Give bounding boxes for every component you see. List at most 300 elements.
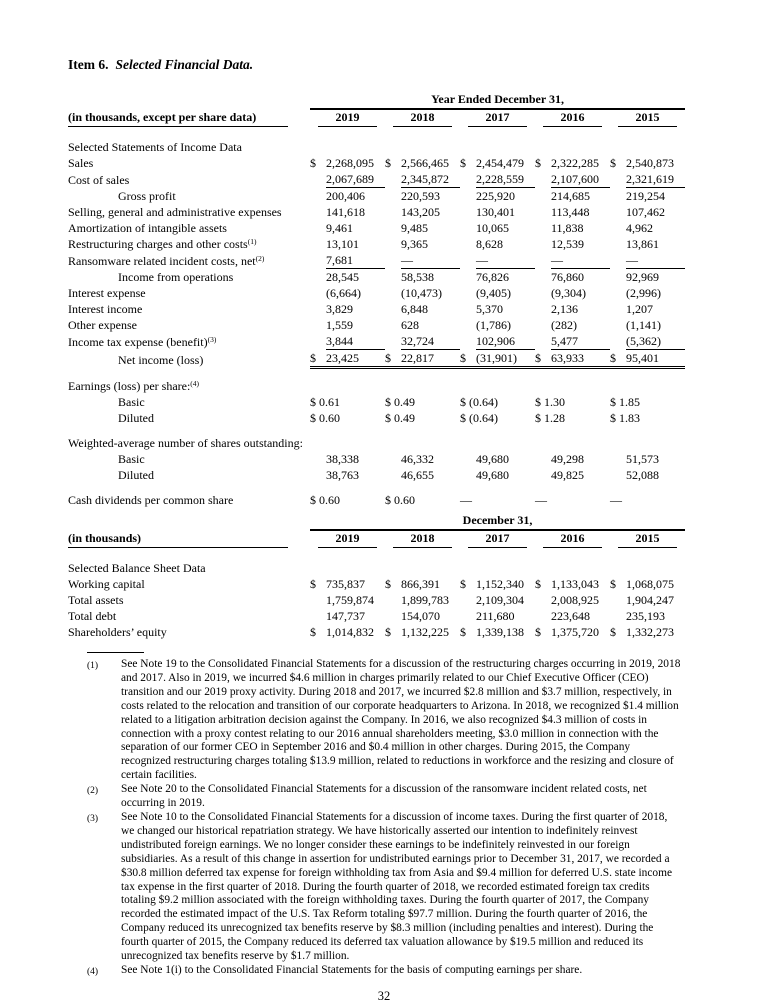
cell-value: 1,375,720 (551, 625, 599, 639)
row-label-text: Interest income (68, 302, 143, 316)
row-label-text: Basic (118, 452, 145, 466)
cell-value: (5,362) (626, 333, 685, 350)
row-label-text: Shareholders’ equity (68, 625, 167, 639)
cell-value: $ 0.61 (310, 395, 340, 409)
cell-value: 5,370 (476, 302, 503, 316)
currency-symbol (310, 171, 326, 188)
currency-symbol (310, 467, 326, 483)
currency-symbol (535, 301, 551, 317)
row-label (68, 410, 310, 426)
row-label (68, 394, 310, 410)
currency-symbol (610, 285, 626, 301)
currency-symbol: $ (385, 350, 401, 368)
currency-symbol: $ (535, 350, 551, 368)
currency-symbol (535, 592, 551, 608)
balance-sheet-table (68, 513, 685, 640)
row-label (68, 171, 310, 188)
cell-value: 58,538 (401, 270, 434, 284)
cell-value: 1,068,075 (626, 577, 674, 591)
cell-value: — (476, 252, 535, 269)
row-label (68, 435, 310, 451)
cell-value: 9,365 (401, 237, 428, 251)
row-label (68, 378, 310, 394)
table-row (68, 333, 685, 350)
cell-value: $ 1.85 (610, 395, 640, 409)
currency-symbol (460, 333, 476, 350)
footnote-marker: (1) (87, 661, 99, 671)
table-row (68, 171, 685, 188)
cell-value: $ 0.49 (385, 411, 415, 425)
currency-symbol (385, 451, 401, 467)
cell-value: 8,628 (476, 237, 503, 251)
currency-symbol (385, 269, 401, 286)
currency-symbol (610, 188, 626, 205)
cell-value: 1,152,340 (476, 577, 524, 591)
footnote-text: See Note 1(i) to the Consolidated Financial Statements for the basis of computing earnings per share. (121, 963, 583, 976)
header-spacer-cell (68, 92, 310, 110)
row-label (68, 467, 310, 483)
currency-symbol (460, 269, 476, 286)
year-column-header (610, 110, 685, 127)
spacer-cell (68, 426, 685, 435)
currency-symbol (535, 317, 551, 333)
section-row (68, 560, 685, 576)
currency-symbol (610, 220, 626, 236)
currency-symbol (535, 236, 551, 252)
row-label-text: Amortization of intangible assets (68, 221, 227, 235)
currency-symbol (535, 285, 551, 301)
cell-value: 735,837 (326, 577, 365, 591)
cell-value: 49,680 (476, 468, 509, 482)
currency-symbol (610, 171, 626, 188)
cell-value: 1,899,783 (401, 593, 449, 607)
row-label (68, 301, 310, 317)
currency-symbol (460, 252, 476, 269)
empty-cell (310, 378, 685, 394)
table-row (68, 220, 685, 236)
table-row (68, 378, 685, 394)
cell-value: (31,901) (476, 350, 535, 368)
table-row (68, 252, 685, 269)
currency-symbol (535, 188, 551, 205)
row-label-text: Selling, general and administrative expenses (68, 205, 282, 219)
row-label-text: Working capital (68, 577, 145, 591)
currency-symbol (310, 451, 326, 467)
year-column-header (535, 110, 610, 127)
currency-symbol (385, 592, 401, 608)
currency-symbol: $ (610, 625, 616, 639)
row-label-header (68, 110, 310, 127)
cell-value: 7,681 (326, 252, 385, 269)
currency-symbol (385, 188, 401, 205)
currency-symbol (385, 252, 401, 269)
row-label-text: Cost of sales (68, 172, 130, 187)
cell-value: 866,391 (401, 577, 440, 591)
cell-value: 28,545 (326, 270, 359, 284)
cell-value: 12,539 (551, 237, 584, 251)
row-label-text: Other expense (68, 318, 137, 332)
cell-value: — (551, 252, 610, 269)
cell-value: 22,817 (401, 350, 460, 368)
currency-symbol (310, 269, 326, 286)
footnote-text: See Note 10 to the Consolidated Financial Statements for a discussion of income taxes. During the first quarter of 2018, we changed our historical repatriation strategy. We have historically asserted our intention to indefinitely reinvest undistributed foreign earnings. We no longer consider these earnings to be indefinitely reinvested in our foreign subsidiaries. As a result of this change in assertion for undistributed earnings prior to December 31, 2017, we recorded a $30.8 million deferred tax expense for foreign withholding tax from Asia and $9.4 million for deferred U.S. state income tax expense in the first quarter of 2018. During the fourth quarter of 2018, we recorded estimated foreign tax credits totaling $9.2 million associated with the foreign withholding taxes. During the fourth quarter of 2017, the Company recorded the estimated impact of the U.S. Tax Reform totaling $97.7 million. During the fourth quarter of 2016, the Company reduced its unrecognized tax benefits reserve by $8.3 million (including penalties and interest). During the fourth quarter of 2015, the Company reduced its deferred tax valuation allowance by $19.5 million and reduced its unrecognized tax benefits reserve by $1.7 million. (121, 810, 673, 963)
year-column-header (460, 531, 535, 548)
spacer-cell (68, 483, 685, 492)
cell-value: 10,065 (476, 221, 509, 235)
currency-symbol (535, 608, 551, 624)
year-label: 2017 (468, 110, 527, 127)
cell-value: 3,829 (326, 302, 353, 316)
currency-symbol (310, 592, 326, 608)
currency-symbol: $ (610, 350, 626, 368)
currency-symbol (535, 171, 551, 188)
currency-symbol (460, 451, 476, 467)
period-header (310, 513, 685, 531)
currency-symbol (610, 252, 626, 269)
table-header-row (68, 110, 685, 127)
row-label (68, 333, 310, 350)
cell-value: (9,405) (476, 286, 511, 300)
year-column-header (535, 531, 610, 548)
currency-symbol (385, 301, 401, 317)
table-row (68, 410, 685, 426)
cell-value: 76,860 (551, 270, 584, 284)
cell-value: 92,969 (626, 270, 659, 284)
cell-value: 2,268,095 (326, 156, 374, 170)
cell-value: 1,759,874 (326, 593, 374, 607)
currency-symbol (460, 204, 476, 220)
currency-symbol: $ (460, 156, 466, 170)
cell-value: — (460, 493, 472, 507)
cell-value: (6,664) (326, 286, 361, 300)
footnote-ref: (2) (255, 253, 265, 263)
row-label (68, 204, 310, 220)
cell-value: 2,322,285 (551, 156, 599, 170)
cell-value: 2,321,619 (626, 171, 685, 188)
footnote-text: See Note 19 to the Consolidated Financial Statements for a discussion of the restructuring charges occurring in 2019, 2018 and 2017. Also in 2019, we incurred $4.6 million in charges primarily related to our Chief Executive Officer (CEO) transition and our 2019 proxy activity. During 2018 and 2017, we incurred $2.8 million and $3.7 million, respectively, in costs related to the relocation and transition of our corporate headquarters to Arizona. In 2018, we recognized $1.4 million related to a litigation arbitration decision against the Company. In 2016, we also recognized $4.3 million of costs in connection with a proxy contest relating to our 2016 annual shareholders meeting, $3.0 million in connection with the separation of our former CEO in September 2016 and $0.4 million in other charges. During 2015, the Company recognized restructuring charges totaling $13.9 million, related to reductions in workforce and the resizing and closure of certain facilities. (121, 658, 681, 782)
row-label (68, 624, 310, 640)
currency-symbol (310, 236, 326, 252)
cell-value: 219,254 (626, 189, 665, 203)
currency-symbol (610, 204, 626, 220)
currency-symbol (460, 220, 476, 236)
row-label-header (68, 531, 310, 548)
row-label-text: Basic (118, 395, 145, 409)
currency-symbol (385, 608, 401, 624)
footnote-ref: (1) (247, 237, 257, 246)
table-row (68, 467, 685, 483)
year-label: 2016 (543, 110, 602, 127)
currency-symbol (610, 608, 626, 624)
row-label (68, 220, 310, 236)
section-title: Selected Statements of Income Data (68, 140, 242, 154)
cell-value: 11,838 (551, 221, 584, 235)
table-header-row (68, 513, 685, 531)
period-header-label: Year Ended December 31, (310, 92, 685, 110)
cell-value: 2,228,559 (476, 171, 535, 188)
table-row (68, 188, 685, 205)
spacer-row (68, 483, 685, 492)
currency-symbol (385, 467, 401, 483)
cell-value: 13,861 (626, 237, 659, 251)
row-label-text: Sales (68, 156, 94, 170)
cell-value: (9,304) (551, 286, 586, 300)
currency-symbol (385, 171, 401, 188)
currency-symbol (460, 188, 476, 205)
cell-value: 141,618 (326, 205, 365, 219)
currency-symbol (310, 220, 326, 236)
section-title: Selected Balance Sheet Data (68, 561, 206, 575)
cell-value: 1,133,043 (551, 577, 599, 591)
empty-cell (310, 435, 685, 451)
cell-value: $ (0.64) (460, 395, 498, 409)
footnote-item (68, 964, 682, 980)
cell-value: 220,593 (401, 189, 440, 203)
cell-value: 76,826 (476, 270, 509, 284)
cell-value: 143,205 (401, 205, 440, 219)
currency-symbol: $ (385, 625, 391, 639)
footnote-marker: (3) (87, 813, 99, 824)
currency-symbol (535, 252, 551, 269)
item-title: Selected Financial Data. (115, 57, 254, 72)
year-column-header (310, 110, 385, 127)
currency-symbol (310, 333, 326, 350)
currency-symbol: $ (310, 625, 316, 639)
cell-value: 2,008,925 (551, 593, 599, 607)
cell-value: 223,648 (551, 609, 590, 623)
row-label-text: Interest expense (68, 286, 146, 300)
currency-symbol: $ (535, 577, 541, 591)
footnote-item (68, 811, 682, 964)
cell-value: $ 0.60 (310, 493, 340, 507)
cell-value: 102,906 (476, 333, 535, 350)
cell-value: 49,825 (551, 468, 584, 482)
row-label (68, 252, 310, 269)
cell-value: $ 0.60 (385, 493, 415, 507)
row-label-text: Total assets (68, 593, 124, 607)
cell-value: 225,920 (476, 189, 515, 203)
table-header-row (68, 92, 685, 110)
currency-symbol (385, 220, 401, 236)
cell-value: 2,345,872 (401, 171, 460, 188)
currency-symbol (310, 608, 326, 624)
cell-value: 1,339,138 (476, 625, 524, 639)
row-label (68, 592, 310, 608)
cell-value: 2,454,479 (476, 156, 524, 170)
year-label: 2015 (618, 531, 677, 548)
row-label-text: Income from operations (118, 270, 234, 284)
footnote-divider (87, 652, 144, 653)
row-label-text: Weighted-average number of shares outstanding: (68, 436, 303, 450)
row-label-text: Cash dividends per common share (68, 493, 234, 507)
cell-value: 13,101 (326, 237, 359, 251)
currency-symbol (610, 236, 626, 252)
cell-value: 211,680 (476, 609, 515, 623)
cell-value: — (535, 493, 547, 507)
currency-symbol: $ (310, 156, 316, 170)
cell-value: 23,425 (326, 350, 385, 368)
cell-value: 52,088 (626, 468, 659, 482)
table-row (68, 317, 685, 333)
currency-symbol: $ (535, 156, 541, 170)
currency-symbol (610, 317, 626, 333)
currency-symbol: $ (310, 350, 326, 368)
table-row (68, 576, 685, 592)
currency-symbol (385, 333, 401, 350)
currency-symbol (535, 333, 551, 350)
footnote-ref: (3) (207, 334, 217, 344)
cell-value: 49,298 (551, 452, 584, 466)
row-label-text: Diluted (118, 411, 154, 425)
cell-value: 154,070 (401, 609, 440, 623)
cell-value: (282) (551, 318, 577, 332)
currency-symbol (310, 285, 326, 301)
row-label-text: Net income (loss) (118, 352, 204, 367)
table-row (68, 624, 685, 640)
spacer-row (68, 368, 685, 379)
cell-value: 95,401 (626, 350, 685, 368)
cell-value: $ 0.60 (310, 411, 340, 425)
currency-symbol (310, 252, 326, 269)
cell-value: 4,962 (626, 221, 653, 235)
currency-symbol (460, 592, 476, 608)
year-label: 2019 (318, 110, 377, 127)
cell-value: (2,996) (626, 286, 661, 300)
currency-symbol (310, 317, 326, 333)
cell-value: 2,109,304 (476, 593, 524, 607)
table-row (68, 285, 685, 301)
cell-value: 235,193 (626, 609, 665, 623)
cell-value: 49,680 (476, 452, 509, 466)
table-row (68, 204, 685, 220)
cell-value: — (401, 252, 460, 269)
cell-value: 38,338 (326, 452, 359, 466)
spacer-row (68, 426, 685, 435)
currency-symbol: $ (460, 577, 466, 591)
cell-value: 2,540,873 (626, 156, 674, 170)
footnote-item (68, 658, 682, 783)
table-row (68, 492, 685, 508)
table-row (68, 236, 685, 252)
spacer-row (68, 127, 685, 139)
cell-value: 113,448 (551, 205, 590, 219)
currency-symbol (535, 220, 551, 236)
cell-value: 130,401 (476, 205, 515, 219)
row-label (68, 576, 310, 592)
item-number: Item 6. (68, 57, 109, 72)
cell-value: 107,462 (626, 205, 665, 219)
period-header-label: December 31, (310, 513, 685, 531)
table-row (68, 435, 685, 451)
year-label: 2017 (468, 531, 527, 548)
cell-value: (1,141) (626, 318, 661, 332)
cell-value: — (610, 493, 622, 507)
currency-symbol (610, 301, 626, 317)
currency-symbol (310, 301, 326, 317)
currency-symbol (385, 317, 401, 333)
currency-symbol (535, 467, 551, 483)
currency-symbol (460, 301, 476, 317)
currency-symbol (385, 285, 401, 301)
income-statement-table (68, 92, 685, 508)
currency-symbol (535, 451, 551, 467)
cell-value: $ 1.28 (535, 411, 565, 425)
footnote-item (68, 783, 682, 811)
row-label (68, 350, 310, 368)
footnote-marker: (2) (87, 786, 99, 797)
cell-value: 1,904,247 (626, 593, 674, 607)
table-row (68, 394, 685, 410)
cell-value: 9,485 (401, 221, 428, 235)
cell-value: $ 0.49 (385, 395, 415, 409)
currency-symbol: $ (610, 577, 616, 591)
currency-symbol (385, 204, 401, 220)
cell-value: $ 1.83 (610, 411, 640, 425)
currency-symbol (310, 188, 326, 205)
table-header-row (68, 531, 685, 548)
period-header (310, 92, 685, 110)
cell-value: 200,406 (326, 189, 365, 203)
cell-value: 214,685 (551, 189, 590, 203)
cell-value: 1,207 (626, 302, 653, 316)
cell-value: 51,573 (626, 452, 659, 466)
year-column-header (310, 531, 385, 548)
row-label (68, 269, 310, 286)
row-label (68, 188, 310, 205)
cell-value: 147,737 (326, 609, 365, 623)
footnote-ref: (4) (190, 379, 200, 388)
table-row (68, 269, 685, 286)
year-column-header (385, 531, 460, 548)
header-spacer-cell (68, 513, 310, 531)
cell-value: 46,332 (401, 452, 434, 466)
section-row (68, 139, 685, 155)
row-label-text: Restructuring charges and other costs (68, 237, 248, 251)
currency-symbol: $ (460, 350, 476, 368)
currency-symbol: $ (535, 625, 541, 639)
year-column-header (460, 110, 535, 127)
table-row (68, 155, 685, 171)
currency-symbol (460, 608, 476, 624)
currency-symbol (610, 592, 626, 608)
year-label: 2016 (543, 531, 602, 548)
spacer-cell (68, 368, 685, 379)
row-label-text: Diluted (118, 468, 154, 482)
year-label: 2018 (393, 531, 452, 548)
currency-symbol: $ (385, 577, 391, 591)
row-label (68, 608, 310, 624)
cell-value: 9,461 (326, 221, 353, 235)
cell-value: 32,724 (401, 333, 460, 350)
currency-symbol: $ (385, 156, 391, 170)
cell-value: 38,763 (326, 468, 359, 482)
currency-symbol (310, 204, 326, 220)
page-number: 32 (377, 988, 391, 1000)
year-column-header (385, 110, 460, 127)
cell-value: 1,559 (326, 318, 353, 332)
cell-value: 1,332,273 (626, 625, 674, 639)
year-label: 2015 (618, 110, 677, 127)
year-label: 2018 (393, 110, 452, 127)
cell-value: 2,067,689 (326, 171, 385, 188)
row-label (68, 236, 310, 252)
row-label-text: Income tax expense (benefit) (68, 334, 208, 349)
cell-value: (1,786) (476, 318, 511, 332)
cell-value: 2,566,465 (401, 156, 449, 170)
cell-value: 5,477 (551, 333, 610, 350)
row-label (68, 317, 310, 333)
row-label-text: Earnings (loss) per share: (68, 379, 191, 393)
